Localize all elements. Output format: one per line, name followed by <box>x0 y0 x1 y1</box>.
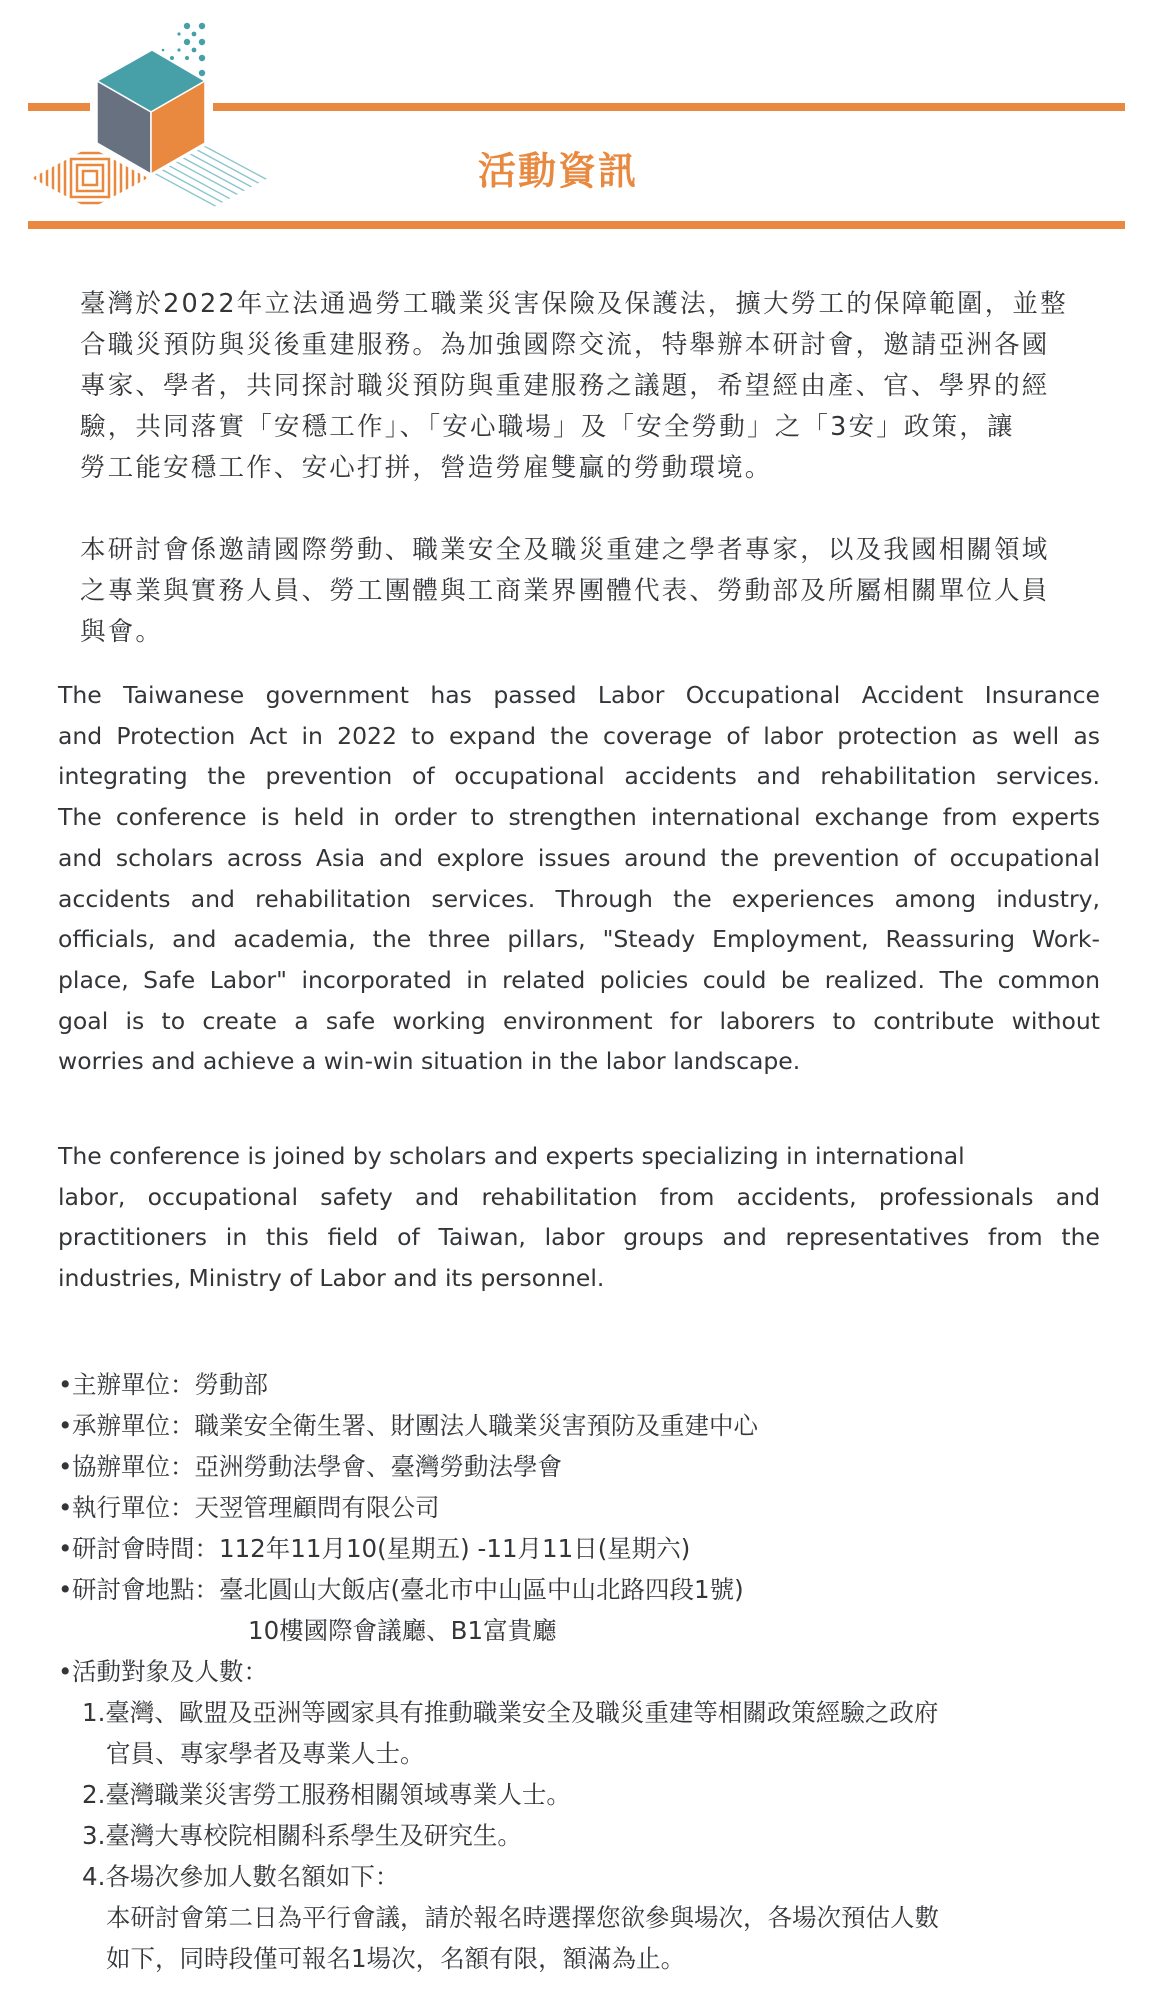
text-line: practitioners in this field of Taiwan, labor groups and representatives from the <box>58 1223 1100 1252</box>
info-organizer <box>58 1364 939 1405</box>
text-line: The conference is joined by scholars and experts specializing in international <box>58 1142 965 1170</box>
info-label: 執行單位： <box>72 1493 195 1522</box>
bullet-icon: • <box>58 1534 73 1563</box>
info-value: 天翌管理顧問有限公司 <box>194 1493 440 1522</box>
text-line: 臺灣於2022年立法通過勞工職業災害保險及保護法，擴大勞工的保障範圍，並整 <box>80 289 1068 319</box>
text-line: and Protection Act in 2022 to expand the coverage of labor protection as well as <box>58 721 1100 750</box>
item-text: 各場次參加人數名額如下： <box>105 1862 400 1891</box>
intro-en-paragraph-1 <box>58 675 1100 1082</box>
text-line: place, Safe Labor" incorporated in related policies could be realized. The common <box>58 965 1100 994</box>
text-line: 與會。 <box>80 617 164 647</box>
info-time <box>58 1528 939 1569</box>
text-line: worries and achieve a win-win situation in the labor landscape. <box>58 1047 801 1076</box>
header-top-rule-right <box>213 103 1125 111</box>
info-value: 職業安全衛生署、財團法人職業災害預防及重建中心 <box>194 1411 758 1440</box>
text-line: 勞工能安穩工作、安心打拼，營造勞雇雙贏的勞動環境。 <box>80 453 773 483</box>
info-venue-line2: 10樓國際會議廳、B1富貴廳 <box>248 1616 557 1645</box>
info-label: 研討會時間： <box>72 1534 219 1563</box>
audience-item-2 <box>58 1774 939 1815</box>
text-line: 本研討會係邀請國際勞動、職業安全及職災重建之學者專家，以及我國相關領域 <box>80 535 1050 565</box>
text-line: The Taiwanese government has passed Labor Occupational Accident Insurance <box>58 681 1100 709</box>
audience-item-3 <box>58 1815 939 1856</box>
info-value: 亞洲勞動法學會、臺灣勞動法學會 <box>194 1452 562 1481</box>
info-audience <box>58 1651 939 1692</box>
text-line: 專家、學者，共同探討職災預防與重建服務之議題，希望經由產、官、學界的經 <box>80 371 1050 401</box>
event-info-list <box>58 1364 939 1979</box>
info-co-organizer <box>58 1405 939 1446</box>
item-number: 2. <box>82 1780 106 1809</box>
audience-note-line: 本研討會第二日為平行會議，請於報名時選擇您欲參與場次，各場次預估人數 <box>106 1903 939 1932</box>
text-line: integrating the prevention of occupational accidents and rehabilitation services. <box>58 762 1100 791</box>
info-value: 臺北圓山大飯店(臺北市中山區中山北路四段1號) <box>219 1575 744 1604</box>
text-line: officials, and academia, the three pillars, "Steady Employment, Reassuring Work- <box>58 925 1100 954</box>
item-number: 1. <box>82 1698 106 1727</box>
header-bottom-rule <box>28 221 1125 229</box>
bullet-icon: • <box>58 1370 73 1399</box>
intro-en-paragraph-2 <box>58 1136 1100 1299</box>
bullet-icon: • <box>58 1657 73 1686</box>
text-line: labor, occupational safety and rehabilitation from accidents, professionals and <box>58 1182 1100 1211</box>
audience-item-4 <box>58 1856 939 1897</box>
text-line: 之專業與實務人員、勞工團體與工商業界團體代表、勞動部及所屬相關單位人員 <box>80 576 1050 606</box>
audience-item-1 <box>58 1692 939 1733</box>
info-value: 112年11月10(星期五) -11月11日(星期六) <box>219 1534 691 1563</box>
intro-zh-paragraph-2 <box>80 530 1090 653</box>
cube-icon <box>97 50 205 174</box>
item-text: 臺灣、歐盟及亞洲等國家具有推動職業安全及職災重建等相關政策經驗之政府 <box>105 1698 939 1727</box>
text-line: industries, Ministry of Labor and its personnel. <box>58 1264 605 1293</box>
text-line: and scholars across Asia and explore issues around the prevention of occupational <box>58 843 1100 872</box>
item-text: 臺灣職業災害勞工服務相關領域專業人士。 <box>105 1780 571 1809</box>
bullet-icon: • <box>58 1493 73 1522</box>
item-number: 3. <box>82 1821 106 1850</box>
cube-logo-icon <box>0 0 300 215</box>
audience-note-line: 如下，同時段僅可報名1場次，名額有限，額滿為止。 <box>106 1944 686 1973</box>
bullet-icon: • <box>58 1452 73 1481</box>
info-label: 活動對象及人數： <box>72 1657 268 1686</box>
text-line: 驗，共同落實「安穩工作」、「安心職場」及「安全勞動」之「3安」政策，讓 <box>80 412 1015 442</box>
info-venue <box>58 1569 939 1610</box>
text-line: The conference is held in order to strengthen international exchange from experts <box>58 803 1100 832</box>
info-executor <box>58 1487 939 1528</box>
info-assisting <box>58 1446 939 1487</box>
text-line: accidents and rehabilitation services. Through the experiences among industry, <box>58 884 1100 913</box>
item-text: 臺灣大專校院相關科系學生及研究生。 <box>105 1821 522 1850</box>
audience-item-1-cont: 官員、專家學者及專業人士。 <box>106 1739 425 1768</box>
text-line: 合職災預防與災後重建服務。為加強國際交流，特舉辦本研討會，邀請亞洲各國 <box>80 330 1050 360</box>
info-label: 協辦單位： <box>72 1452 195 1481</box>
info-label: 承辦單位： <box>72 1411 195 1440</box>
info-value: 勞動部 <box>194 1370 268 1399</box>
bullet-icon: • <box>58 1411 73 1440</box>
text-line: goal is to create a safe working environment for laborers to contribute without <box>58 1006 1100 1035</box>
intro-zh-paragraph-1 <box>80 284 1090 489</box>
info-label: 主辦單位： <box>72 1370 195 1399</box>
bullet-icon: • <box>58 1575 73 1604</box>
info-label: 研討會地點： <box>72 1575 219 1604</box>
item-number: 4. <box>82 1862 106 1891</box>
section-title: 活動資訊 <box>478 149 639 193</box>
